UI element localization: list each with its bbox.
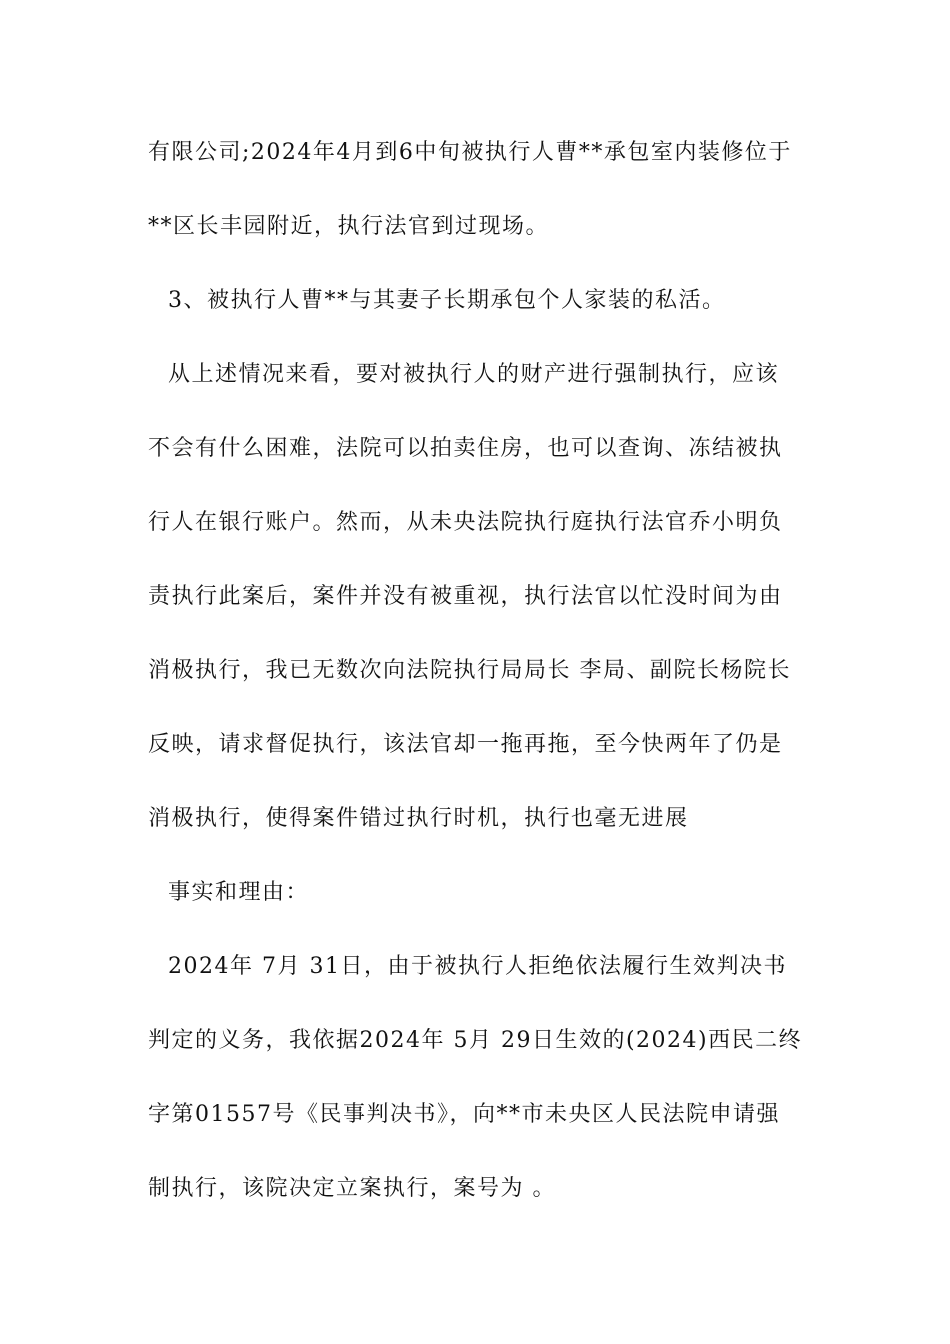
text-line-2: **区长丰园附近，执行法官到过现场。 [148, 214, 550, 239]
text-line-1: 有限公司;2024年4月到6中旬被执行人曹**承包室内装修位于 [148, 140, 792, 165]
text-line-7: 责执行此案后，案件并没有被重视，执行法官以忙没时间为由 [148, 584, 783, 609]
text-line-14: 字第01557号《民事判决书》，向**市未央区人民法院申请强 [148, 1102, 780, 1127]
section-heading: 事实和理由： [168, 880, 310, 905]
text-line-8: 消极执行，我已无数次向法院执行局局长 李局、副院长杨院长 [148, 658, 791, 683]
text-line-6: 行人在银行账户。然而，从未央法院执行庭执行法官乔小明负 [148, 510, 783, 535]
text-line-15: 制执行，该院决定立案执行，案号为 。 [148, 1176, 556, 1201]
text-line-5: 不会有什么困难，法院可以拍卖住房，也可以查询、冻结被执 [148, 436, 783, 461]
text-line-10: 消极执行，使得案件错过执行时机，执行也毫无进展 [148, 806, 689, 831]
text-line-3: 3、被执行人曹**与其妻子长期承包个人家装的私活。 [168, 288, 726, 313]
text-line-12: 2024年 7月 31日，由于被执行人拒绝依法履行生效判决书 [168, 954, 787, 979]
text-line-9: 反映，请求督促执行，该法官却一拖再拖，至今快两年了仍是 [148, 732, 783, 757]
text-line-13: 判定的义务，我依据2024年 5月 29日生效的(2024)西民二终 [148, 1028, 803, 1053]
text-line-4: 从上述情况来看，要对被执行人的财产进行强制执行，应该 [168, 362, 780, 387]
